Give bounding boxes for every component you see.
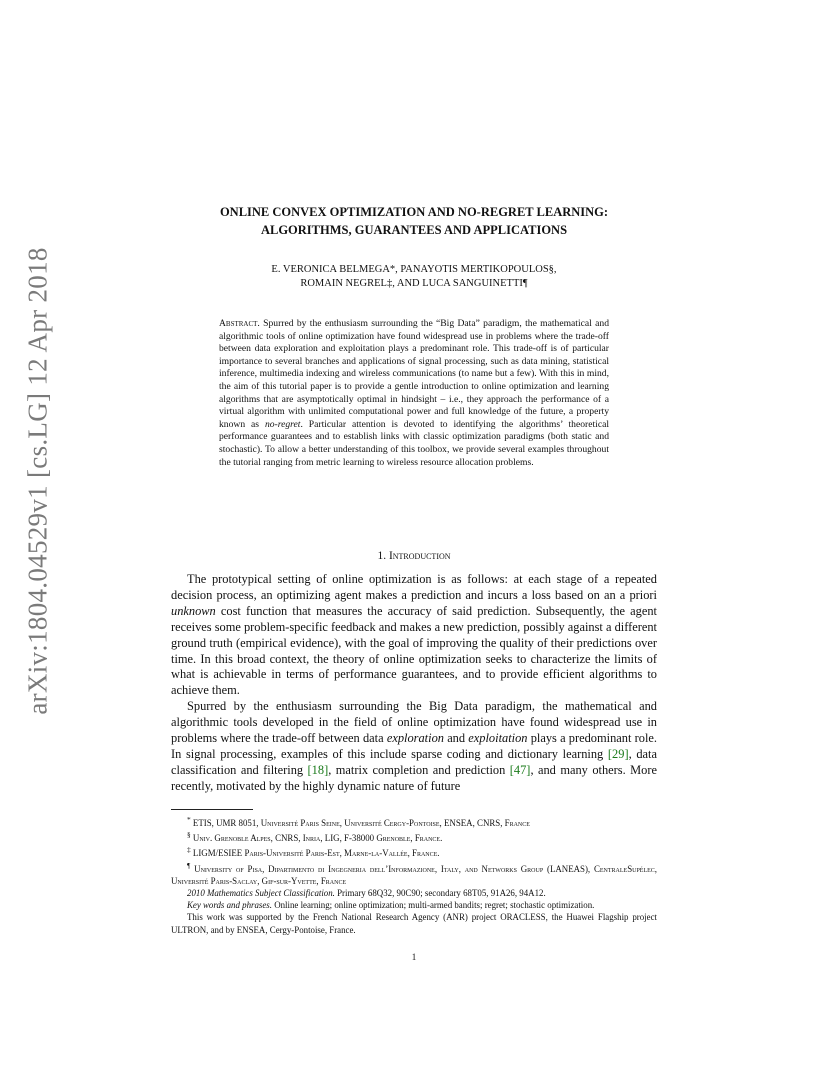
footnote-affiliation-4: ¶ University of Pisa, Dipartimento di Ingegneria dell’Informazione, Italy, and Networks Group (LANEAS), CentraleSupélec, Université Paris-Saclay, Gif-sur-Yvette, France: [171, 860, 658, 886]
abstract: [219, 318, 609, 469]
abstract-text-b: . Particular attention is devoted to identifying the algorithms’ theoretical performance guarantees and to establish links with classic optimization paradigms (both static and stochastic). To allow a better understanding of this toolbox, we provide several examples throughout the tutorial ranging from metric learning to wireless resource allocation problems.: [219, 418, 609, 468]
authors-line-1: E. VERONICA BELMEGA*, PANAYOTIS MERTIKOPOULOS§,: [271, 264, 557, 275]
footnote-affiliation-1: * ETIS, UMR 8051, Université Paris Seine, Université Cergy-Pontoise, ENSEA, CNRS, France: [187, 815, 530, 828]
footnote-divider: [171, 809, 253, 810]
authors-line-2: ROMAIN NEGREL‡, AND LUCA SANGUINETTI¶: [300, 277, 528, 289]
abstract-emphasis-no-regret: no-regret: [264, 418, 301, 430]
arxiv-identifier-stamp: [16, 247, 60, 715]
footnotes: [171, 814, 657, 936]
footnote-keywords: Key words and phrases. Online learning; online optimization; multi-armed bandits; regret; stochastic optimization.: [187, 900, 595, 911]
section-heading-introduction: 1. Introduction: [377, 550, 451, 562]
footnote-funding: This work was supported by the French National Research Agency (ANR) project ORACLESS, the Huawei Flagship project ULTRON, and by ENSEA, Cergy-Pontoise, France.: [171, 912, 657, 935]
citation-link-29[interactable]: [29]: [607, 746, 629, 761]
citation-link-47[interactable]: [47]: [509, 762, 531, 777]
paper-title: [0, 203, 828, 239]
intro-paragraph-1: The prototypical setting of online optimization is as follows: at each stage of a repeated decision process, an optimizing agent makes a prediction and incurs a loss based on an a priori unknown cost function that measures the accuracy of said prediction. Subsequently, the agent receives some problem-specific feedback and makes a new prediction, possibly against a different ground truth (empirical evidence), with the goal of improving the quality of their predictions over time. In this broad context, the theory of online optimization seeks to characterize the limits of what is achievable in terms of performance guarantees, and to provide efficient algorithms to achieve them.: [171, 572, 657, 698]
page-number: 1: [411, 952, 417, 962]
footnote-affiliation-3: ‡ LIGM/ESIEE Paris-Université Paris-Est, Marne-la-Vallée, France.: [187, 845, 440, 859]
abstract-heading: Abstract.: [219, 318, 260, 329]
emphasis-exploitation: exploitation: [468, 731, 528, 746]
abstract-text-a: Spurred by the enthusiasm surrounding the “Big Data” paradigm, the mathematical and algorithmic tools of online optimization have found widespread use in problems where the trade-off between data exploration and exploitation plays a predominant role. This trade-off is of particular importance to several branches and applications of signal processing, such as data mining, statistical inference, multimedia indexing and wireless communications (to name but a few). With this in mind, the aim of this tutorial paper is to provide a gentle introduction to online optimization and learning algorithms that are asymptotically optimal in hindsight – i.e., they approach the performance of a virtual algorithm with unlimited computational power and full knowledge of the future, a property known as: [219, 318, 609, 430]
intro-paragraph-2: Spurred by the enthusiasm surrounding the Big Data paradigm, the mathematical and algorithmic tools developed in the field of online optimization have found widespread use in problems where the trade-off between data exploration and exploitation plays a predominant role. In signal processing, examples of this include sparse coding and dictionary learning [29], data classification and filtering [18], matrix completion and prediction [47], and many others. More recently, motivated by the highly dynamic nature of future: [171, 699, 657, 793]
emphasis-unknown: unknown: [171, 603, 216, 618]
title-line-2: ALGORITHMS, GUARANTEES AND APPLICATIONS: [260, 223, 568, 237]
emphasis-exploration: exploration: [386, 731, 444, 746]
title-line-1: ONLINE CONVEX OPTIMIZATION AND NO-REGRET LEARNING:: [219, 205, 609, 219]
arxiv-identifier-text: arXiv:1804.04529v1 [cs.LG] 12 Apr 2018: [22, 247, 53, 715]
footnote-msc-classification: 2010 Mathematics Subject Classification. Primary 68Q32, 90C90; secondary 68T05, 91A26, 94A12.: [187, 887, 546, 898]
footnote-affiliation-2: § Univ. Grenoble Alpes, CNRS, Inria, LIG, F-38000 Grenoble, France.: [187, 830, 443, 844]
author-list: [0, 263, 828, 290]
introduction-body: [171, 572, 657, 795]
citation-link-18[interactable]: [18]: [307, 762, 329, 777]
